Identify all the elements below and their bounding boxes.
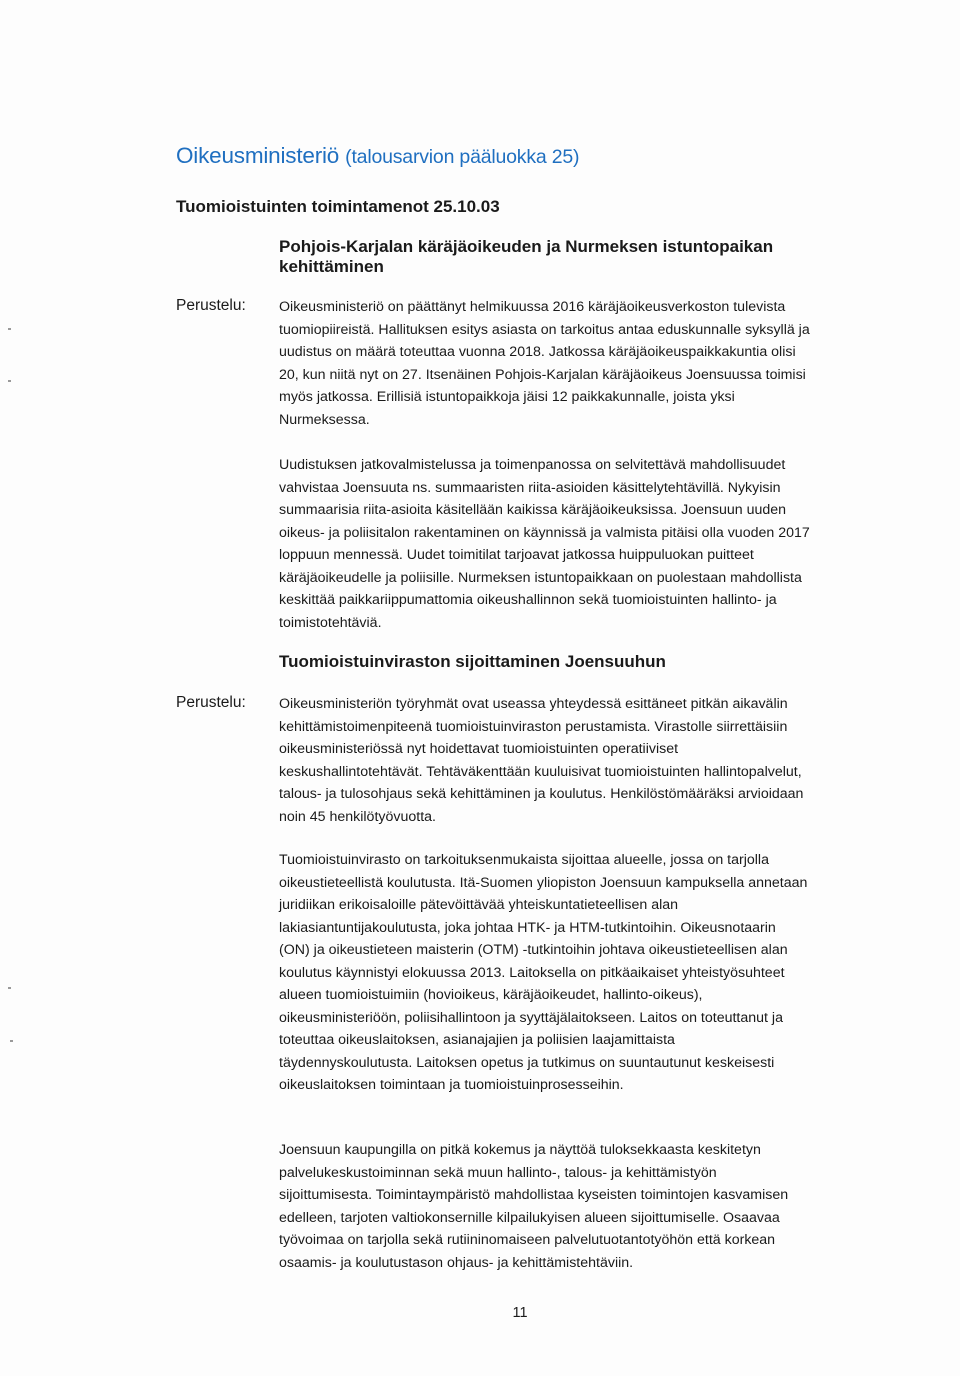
text-line: edelleen, tarjoten valtiokonsernille kilpailukyisen alueen sijoittumiselle. Osaavaa — [279, 1209, 780, 1226]
text-line: loppuun mennessä. Uudet toimitilat tarjoavat jatkossa huippuluokan puitteet — [279, 547, 754, 563]
paragraph — [279, 296, 879, 431]
text-line: summaarisia riita-asioita käsitellään kaikissa käräjäoikeuksissa. Joensuun uuden — [279, 502, 787, 518]
text-line: Oikeusministeriö on päättänyt helmikuussa 2016 käräjäoikeusverkoston tulevista — [279, 299, 786, 315]
paragraph — [279, 1139, 879, 1274]
text-line: alueen tuomioistuimiin (hovioikeus, käräjäoikeudet, hallinto-oikeus), — [279, 987, 703, 1003]
text-line: osaamis- ja koulutustason ohjaus- ja kehittämistehtäviin. — [279, 1254, 634, 1271]
scan-speck — [8, 328, 11, 330]
text-line: työvoimaa on tarjolla sekä rutiininomaiseen palvelutuotantotyöhön että korkean — [279, 1232, 776, 1248]
scan-speck — [8, 380, 11, 382]
text-line: kehittämistoimenpiteenä tuomioistuinviraston perustamista. Virastolle siirrettäisiin — [279, 718, 788, 735]
text-line: toimistotehtäviä. — [279, 614, 382, 631]
text-line: vahvistaa Joensuuta ns. summaaristen riita-asioiden käsittelytehtävillä. Nykyisin — [279, 479, 781, 496]
text-line: palvelukeskustoiminnan sekä muun hallinto-, talous- ja kehittämistyön — [279, 1164, 717, 1181]
ministry-name: Oikeusministeriö — [176, 143, 340, 168]
text-line: oikeusministeriöön, poliisihallintoon ja syyttäjälaitokseen. Laitos on toteuttanut ja — [279, 1009, 783, 1026]
text-line: oikeusministeriössä nyt hoidettavat tuomioistuinten operatiiviset — [279, 741, 679, 757]
text-line: talous- ja tulosohjaus sekä kehittäminen ja koulutus. Henkilöstömääräksi arvioidaan — [279, 786, 804, 802]
text-line: oikeus- ja poliisitalon rakentaminen on käynnissä ja valmista pitäisi olla vuoden 2017 — [279, 524, 810, 541]
rationale-label: Perustelu: — [176, 694, 246, 711]
text-line: oikeustieteellistä koulutusta. Itä-Suomen yliopiston Joensuun kampuksella annetaan — [279, 874, 808, 891]
paragraph — [279, 693, 879, 828]
paragraph — [279, 849, 879, 1097]
heading-line: kehittäminen — [279, 257, 384, 276]
text-line: käräjäoikeudelle ja poliisille. Nurmeksen istuntopaikkaan on puolestaan mahdollista — [279, 569, 802, 586]
text-line: keskittää paikkariippumattomia oikeushallinnon sekä tuomioistuinten hallinto- ja — [279, 592, 777, 608]
text-line: Uudistuksen jatkovalmistelussa ja toimenpanossa on selvitettävä mahdollisuudet — [279, 457, 786, 473]
budget-item-heading: Tuomioistuinten toimintamenot 25.10.03 — [176, 197, 500, 216]
text-line: koulutus käynnistyi elokuussa 2013. Laitoksella on pitkäaikaiset yhteistyösuhteet — [279, 964, 785, 981]
text-line: keskushallintotehtävät. Tehtäväkenttään kuuluisivat tuomioistuinten hallintopalvelut, — [279, 763, 802, 780]
text-line: toteuttaa oikeuslaitoksen, asianajajien ja poliisien laajamittaista — [279, 1032, 675, 1048]
text-line: 20, kun niitä nyt on 27. Itsenäinen Pohjois-Karjalan käräjäoikeus Joensuussa toimisi — [279, 366, 806, 383]
text-line: noin 45 henkilötyövuotta. — [279, 808, 436, 825]
text-line: oikeuslaitoksen toimintaan ja tuomioistuinprosesseihin. — [279, 1077, 624, 1093]
text-line: sijoittumisesta. Toimintaympäristö mahdollistaa kyseisten toimintojen kasvamisen — [279, 1187, 789, 1203]
text-line: tuomiopiireistä. Hallituksen esitys asiasta on tarkoitus antaa eduskunnalle syksyllä ja — [279, 321, 810, 338]
page-number: 11 — [512, 1305, 528, 1321]
heading-line: Tuomioistuinviraston sijoittaminen Joensuuhun — [279, 652, 666, 671]
text-line: Oikeusministeriön työryhmät ovat useassa yhteydessä esittäneet pitkän aikavälin — [279, 696, 788, 712]
scan-speck — [10, 1040, 13, 1042]
ministry-title — [176, 143, 579, 169]
budget-category: (talousarvion pääluokka 25) — [345, 146, 580, 168]
text-line: lakiasiantuntijakoulutusta, joka johtaa HTK- ja HTM-tutkintoihin. Oikeusnotaarin — [279, 919, 776, 936]
text-line: täydennyskoulutusta. Laitoksen opetus ja tutkimus on suuntautunut keskeisesti — [279, 1054, 775, 1071]
section-heading — [279, 652, 879, 672]
text-line: juridiikan erikoisaloille pätevöittävää yhteiskuntatieteellisen alan — [279, 897, 679, 913]
text-line: myös jatkossa. Erillisiä istuntopaikkoja jäisi 12 paikkakunnalle, joista yksi — [279, 389, 735, 405]
text-line: (ON) ja oikeustieteen maisterin (OTM) -tutkintoihin johtava oikeustieteellisen alan — [279, 942, 788, 958]
text-line: Nurmeksessa. — [279, 411, 370, 428]
section-heading — [279, 237, 879, 277]
scan-speck — [8, 987, 11, 989]
rationale-label: Perustelu: — [176, 297, 246, 314]
text-line: Joensuun kaupungilla on pitkä kokemus ja näyttöä tuloksekkaasta keskitetyn — [279, 1142, 761, 1158]
text-line: uudistus on määrä toteuttaa vuonna 2018. Jatkossa käräjäoikeuspaikkakuntia olisi — [279, 344, 796, 360]
paragraph — [279, 454, 879, 634]
text-line: Tuomioistuinvirasto on tarkoituksenmukaista sijoittaa alueelle, jossa on tarjolla — [279, 852, 769, 868]
heading-line: Pohjois-Karjalan käräjäoikeuden ja Nurmeksen istuntopaikan — [279, 237, 774, 256]
